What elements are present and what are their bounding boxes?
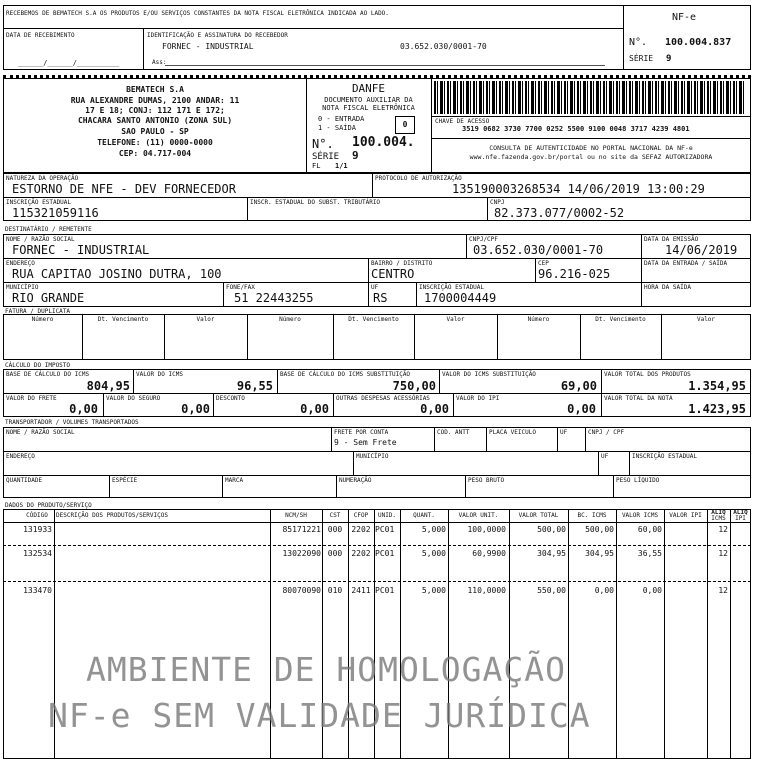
transp-quantidade-label: QUANTIDADE <box>6 477 43 484</box>
canhoto-numero-label: N°. <box>629 37 648 48</box>
row1-codigo: 131933 <box>23 525 52 534</box>
col-descricao: DESCRIÇÃO DOS PRODUTOS/SERVIÇOS <box>56 512 168 519</box>
dest-emissao: 14/06/2019 <box>665 243 738 257</box>
canhoto-recebemos: RECEBEMOS DE BEMATECH S.A OS PRODUTOS E/OU SERVIÇOS CONSTANTES DA NOTA FISCAL ELETRÔNICA INDICADA AO LADO. <box>6 10 389 17</box>
row1-ncm: 85171221 <box>282 525 321 534</box>
fatura-h-valor-1: Valor <box>196 316 215 323</box>
frete-label: VALOR DO FRETE <box>6 395 57 402</box>
col-aliq-icms-2: ICMS <box>711 515 726 522</box>
danfe-fl: 1/1 <box>335 162 348 170</box>
ipi-value: 0,00 <box>567 402 596 416</box>
col-aliq-ipi-2: IPI <box>735 515 746 522</box>
barcode-image <box>434 81 746 114</box>
col-vtotal: VALOR TOTAL <box>518 512 559 519</box>
dest-endereco-label: ENDEREÇO <box>6 260 35 267</box>
total-nota-value: 1.423,95 <box>688 402 746 416</box>
danfe-numero: 100.004. <box>352 135 415 150</box>
transp-antt-label: COD. ANTT <box>437 429 470 436</box>
transportador-section: TRANSPORTADOR / VOLUMES TRANSPORTADOS <box>5 419 139 426</box>
danfe-desc2: NOTA FISCAL ELETRÔNICA <box>322 104 415 112</box>
row1-unid: PC01 <box>375 525 395 534</box>
total-prod-value: 1.354,95 <box>688 379 746 393</box>
row3-vtotal: 550,00 <box>537 586 566 595</box>
dest-emissao-label: DATA DA EMISSÃO <box>644 236 699 243</box>
danfe-numero-label: N°. <box>312 137 334 151</box>
transp-frete-label: FRETE POR CONTA <box>334 429 389 436</box>
col-bcicms: BC. ICMS <box>577 512 607 519</box>
transp-ie-label: INSCRIÇÃO ESTADUAL <box>632 453 698 460</box>
data-recebimento-field: ______/______/__________ <box>18 59 120 67</box>
icms-value: 96,55 <box>236 379 273 393</box>
row2-cst: 000 <box>327 549 343 558</box>
outras-value: 0,00 <box>420 402 449 416</box>
emitente-bairro: CHACARA SANTO ANTONIO (ZONA SUL) <box>77 116 233 125</box>
icms-st-label: VALOR DO ICMS SUBSTITUIÇÃO <box>442 371 536 378</box>
transp-especie-label: ESPÉCIE <box>112 477 138 484</box>
chave-label: CHAVE DE ACESSO <box>435 118 490 125</box>
emitente-cep: CEP: 04.717-004 <box>118 149 192 158</box>
bc-st-value: 750,00 <box>392 379 436 393</box>
cnpj-value: 82.373.077/0002-52 <box>494 206 625 220</box>
transp-endereco-label: ENDEREÇO <box>6 453 35 460</box>
danfe-saida: 1 - SAÍDA <box>318 124 356 132</box>
row1-vtotal: 500,00 <box>537 525 566 534</box>
dest-entrada-saida-label: DATA DA ENTRADA / SAÍDA <box>644 260 728 267</box>
col-vipi: VALOR IPI <box>669 512 702 519</box>
row1-vunit: 100,0000 <box>467 525 506 534</box>
col-unid: UNID. <box>377 512 397 519</box>
transp-peso-liquido-label: PESO LÍQUIDO <box>616 477 660 484</box>
row3-bcicms: 0,00 <box>594 586 614 595</box>
transp-uf-label: UF <box>560 429 568 436</box>
danfe-serie: 9 <box>352 149 359 162</box>
row3-cst: 010 <box>327 586 343 595</box>
danfe-title: DANFE <box>351 82 386 95</box>
fatura-h-venc-2: Dt. Vencimento <box>348 316 399 323</box>
watermark-line1: AMBIENTE DE HOMOLOGAÇÃO <box>86 650 566 689</box>
iest-label: INSCR. ESTADUAL DO SUBST. TRIBUTÁRIO <box>250 199 381 206</box>
bc-st-label: BASE DE CÁLCULO DO ICMS SUBSTITUIÇÃO <box>280 371 411 378</box>
bc-icms-label: BASE DE CÁLCULO DO ICMS <box>6 371 90 378</box>
canhoto-recebedor-cnpj: 03.652.030/0001-70 <box>400 42 487 51</box>
dest-nome: FORNEC - INDUSTRIAL <box>12 243 150 257</box>
dest-municipio-label: MUNICÍPIO <box>6 284 39 291</box>
produtos-section: DADOS DO PRODUTO/SERVIÇO <box>5 502 92 509</box>
transp-peso-bruto-label: PESO BRUTO <box>468 477 505 484</box>
fatura-h-venc-1: Dt. Vencimento <box>97 316 149 323</box>
col-ncm: NCM/SH <box>285 512 307 519</box>
danfe-serie-label: SÉRIE <box>312 152 340 162</box>
row2-aliq-icms: 12 <box>718 549 728 558</box>
dest-endereco: RUA CAPITAO JOSINO DUTRA, 100 <box>12 267 222 281</box>
natureza-label: NATUREZA DA OPERAÇÃO <box>6 175 79 182</box>
ie-value: 115321059116 <box>12 206 99 220</box>
canhoto-serie-label: SÉRIE <box>629 54 654 63</box>
dest-uf: RS <box>373 291 388 305</box>
col-cst: CST <box>329 512 341 519</box>
transp-frete: 9 - Sem Frete <box>334 438 397 447</box>
bc-icms-value: 804,95 <box>86 379 130 393</box>
seguro-label: VALOR DO SEGURO <box>106 395 161 402</box>
fatura-h-numero-3: Número <box>527 316 550 323</box>
dest-fone: 51 22443255 <box>234 291 314 305</box>
row3-vunit: 110,0000 <box>467 586 506 595</box>
fatura-h-venc-3: Dt. Vencimento <box>595 316 646 323</box>
canhoto-recebedor: FORNEC - INDUSTRIAL <box>162 42 254 51</box>
dest-hora-label: HORA DA SAÍDA <box>644 284 691 291</box>
row1-quant: 5,000 <box>421 525 446 534</box>
emitente-cidade: SAO PAULO - SP <box>121 127 189 136</box>
transp-numeracao-label: NUMERAÇÃO <box>339 477 372 484</box>
fatura-h-valor-2: Valor <box>446 316 465 323</box>
canhoto-serie: 9 <box>666 54 672 64</box>
col-quant: QUANT. <box>413 512 435 519</box>
desconto-label: DESCONTO <box>216 395 245 402</box>
row1-vicms: 60,00 <box>637 525 662 534</box>
dest-bairro-label: BAIRRO / DISTRITO <box>371 260 433 267</box>
identificacao-label: IDENTIFICAÇÃO E ASSINATURA DO RECEBEDOR <box>147 32 288 39</box>
col-aliq-icms-1: ALIQ <box>711 509 726 516</box>
chave-value: 3519 0682 3730 7700 0252 5500 9100 0048 3717 4239 4801 <box>462 125 690 133</box>
watermark-line2: NF-e SEM VALIDADE JURÍDICA <box>48 696 591 735</box>
ass-label: Ass: <box>152 59 167 66</box>
transp-municipio-label: MUNICÍPIO <box>356 453 389 460</box>
destinatario-section: DESTINATÁRIO / REMETENTE <box>5 226 92 233</box>
row2-vunit: 60,9900 <box>472 549 506 558</box>
dest-nome-label: NOME / RAZÃO SOCIAL <box>6 236 75 243</box>
fatura-section: FATURA / DUPLICATA <box>5 308 71 315</box>
natureza-value: ESTORNO DE NFE - DEV FORNECEDOR <box>12 182 236 196</box>
row2-ncm: 13022090 <box>282 549 321 558</box>
protocolo-label: PROTOCOLO DE AUTORIZAÇÃO <box>375 175 462 182</box>
danfe-entrada: 0 - ENTRADA <box>318 115 365 123</box>
danfe-fl-label: FL <box>312 162 321 170</box>
row2-quant: 5,000 <box>421 549 446 558</box>
row2-bcicms: 304,95 <box>585 549 614 558</box>
fatura-h-valor-3: Valor <box>696 316 716 323</box>
row3-aliq-icms: 12 <box>718 586 728 595</box>
col-vunit: VALOR UNIT. <box>458 512 499 519</box>
dest-ie-label: INSCRIÇÃO ESTADUAL <box>419 284 485 291</box>
col-cfop: CFOP <box>353 512 369 519</box>
total-nota-label: VALOR TOTAL DA NOTA <box>604 395 673 402</box>
col-codigo: CÓDIGO <box>26 512 48 519</box>
cnpj-label: CNPJ <box>490 199 505 206</box>
row3-quant: 5,000 <box>421 586 446 595</box>
dest-cnpj: 03.652.030/0001-70 <box>473 243 604 257</box>
ipi-label: VALOR DO IPI <box>456 395 500 402</box>
seguro-value: 0,00 <box>181 402 210 416</box>
frete-value: 0,00 <box>69 402 98 416</box>
row2-vtotal: 304,95 <box>537 549 566 558</box>
emitente-endereco2: 17 E 18; CONJ: 112 171 E 172; <box>85 106 225 115</box>
emitente-telefone: TELEFONE: (11) 0000-0000 <box>97 138 213 147</box>
total-prod-label: VALOR TOTAL DOS PRODUTOS <box>604 371 691 378</box>
dest-municipio: RIO GRANDE <box>12 291 85 305</box>
canhoto-nfe-title: NF-e <box>672 12 697 23</box>
dest-fone-label: FONE/FAX <box>226 284 255 291</box>
fatura-h-numero-1: Número <box>31 316 54 323</box>
data-recebimento-label: DATA DE RECEBIMENTO <box>6 32 75 39</box>
consulta-line1: CONSULTA DE AUTENTICIDADE NO PORTAL NACIONAL DA NF-e <box>489 144 693 152</box>
fatura-h-numero-2: Número <box>279 316 301 323</box>
dest-cep: 96.216-025 <box>538 267 611 281</box>
desconto-value: 0,00 <box>300 402 329 416</box>
icms-st-value: 69,00 <box>560 379 597 393</box>
ie-label: INSCRIÇÃO ESTADUAL <box>6 199 72 206</box>
transp-uf2-label: UF <box>601 453 609 460</box>
dest-cep-label: CEP <box>538 260 549 267</box>
row3-codigo: 133470 <box>23 586 52 595</box>
transp-cnpj-label: CNPJ / CPF <box>588 429 625 436</box>
row3-cfop: 2411 <box>351 586 371 595</box>
col-vicms: VALOR ICMS <box>621 512 659 519</box>
row2-codigo: 132534 <box>23 549 52 558</box>
row2-cfop: 2202 <box>351 549 371 558</box>
icms-label: VALOR DO ICMS <box>136 371 183 378</box>
outras-label: OUTRAS DESPESAS ACESSÓRIAS <box>336 395 430 402</box>
dest-bairro: CENTRO <box>371 267 415 281</box>
consulta-line2: www.nfe.fazenda.gov.br/portal ou no site da SEFAZ AUTORIZADORA <box>469 153 713 161</box>
danfe-desc1: DOCUMENTO AUXILIAR DA <box>324 96 413 104</box>
dest-cnpj-label: CNPJ/CPF <box>469 236 498 243</box>
transp-nome-label: NOME / RAZÃO SOCIAL <box>6 429 75 436</box>
row3-ncm: 80070090 <box>282 586 321 595</box>
row1-cfop: 2202 <box>351 525 371 534</box>
emitente-endereco1: RUA ALEXANDRE DUMAS, 2100 ANDAR: 11 <box>70 96 240 105</box>
transp-placa-label: PLACA VEICULO <box>489 429 536 436</box>
row2-unid: PC01 <box>375 549 395 558</box>
row1-bcicms: 500,00 <box>585 525 614 534</box>
imposto-section: CÁLCULO DO IMPOSTO <box>5 362 71 369</box>
row1-aliq-icms: 12 <box>718 525 728 534</box>
col-aliq-ipi-1: ALIQ <box>733 509 748 516</box>
row1-cst: 000 <box>327 525 343 534</box>
dest-uf-label: UF <box>371 284 379 291</box>
row3-unid: PC01 <box>375 586 395 595</box>
dest-ie: 1700004449 <box>424 291 497 305</box>
transp-marca-label: MARCA <box>225 477 244 484</box>
emitente-nome: BEMATECH S.A <box>126 85 184 94</box>
row3-vicms: 0,00 <box>642 586 662 595</box>
row2-vicms: 36,55 <box>637 549 662 558</box>
protocolo-value: 135190003268534 14/06/2019 13:00:29 <box>452 182 705 196</box>
canhoto-numero: 100.004.837 <box>665 37 732 48</box>
danfe-tipo: 0 <box>402 120 408 129</box>
